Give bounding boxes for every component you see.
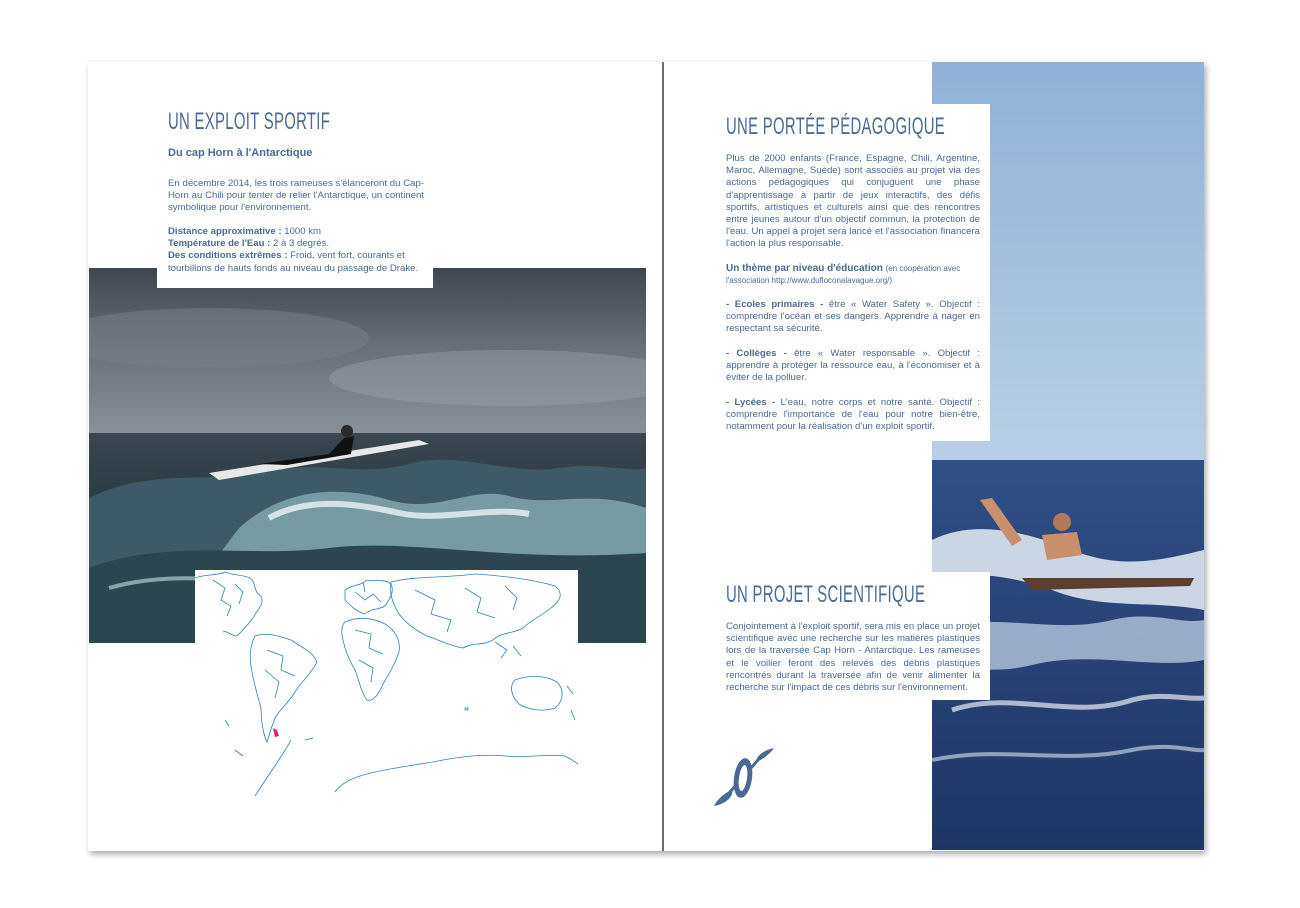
world-map-graphic (195, 570, 578, 800)
left-facts (168, 226, 424, 275)
science-title: UN PROJET SCIENTIFIQUE (726, 581, 926, 608)
theme-title: Un thème par niveau d'éducation (726, 263, 883, 274)
level-primary: - Ecoles primaires - être « Water Safety ». Objectif : comprendre l'océan et ses dangers. Apprendre à nager en respectant sa sécurité. (726, 299, 980, 335)
fact-temperature: Température de l'Eau : 2 à 3 degrés. (168, 238, 330, 250)
left-intro-paragraph: En décembre 2014, les trois rameuses s'élanceront du Cap-Horn au Chili pour tenter de relier l'Antarctique, un continent symbolique pour l'environnement. (168, 178, 424, 214)
fact-conditions: Des conditions extrêmes : Froid, vent fort, courants et tourbillons de hauts fonds au niveau du passage de Drake. (168, 250, 419, 274)
level-lycee: - Lycées - L'eau, notre corps et notre santé. Objectif : comprendre l'importance de l'eau pour notre bien-être, notamment pour la réalisation d'un exploit sportif. (726, 397, 980, 433)
pedagogy-paragraph: Plus de 2000 enfants (France, Espagne, Chili, Argentine, Maroc, Allemagne, Suède) sont associés au projet via des actions pédagogiques qui conjuguent une phase d'apprentissage à partir de jeux interactifs, des défis sportifs, artistiques et culturels ainsi que des rencontres entre jeunes autour d'un objectif commun, la protection de l'eau. Un appel à projet sera lancé et l'association financera l'action la plus responsable. (726, 153, 980, 250)
pedagogy-title: UNE PORTÉE PÉDAGOGIQUE (726, 113, 946, 140)
logo-graphic (712, 746, 778, 810)
world-map (195, 570, 578, 800)
left-page-subtitle: Du cap Horn à l'Antarctique (168, 147, 313, 159)
education-theme (726, 263, 980, 287)
theme-note: (en coopération avec l'association http://www.dufloconalavague.org/) (726, 264, 961, 286)
science-paragraph: Conjointement à l'exploit sportif, sera mis en place un projet scientifique avec une recherche sur les matières plastiques lors de la traversée Cap Horn - Antarctique. Les rameuses et le voilier feront des relevés des débris plastiques rencontrés durant la traversée afin de venir alimenter la recherche sur l'impact de ces débris sur l'environnement. (726, 621, 980, 694)
left-page-title: UN EXPLOIT SPORTIF (168, 108, 331, 135)
level-college: - Collèges - être « Water responsable ». Objectif : apprendre à protéger la ressource eau, à l'économiser et à éviter de la polluer. (726, 348, 980, 384)
fact-distance: Distance approximative : 1000 km (168, 226, 322, 237)
route-marker (273, 728, 279, 737)
paddle-logo (712, 746, 778, 810)
